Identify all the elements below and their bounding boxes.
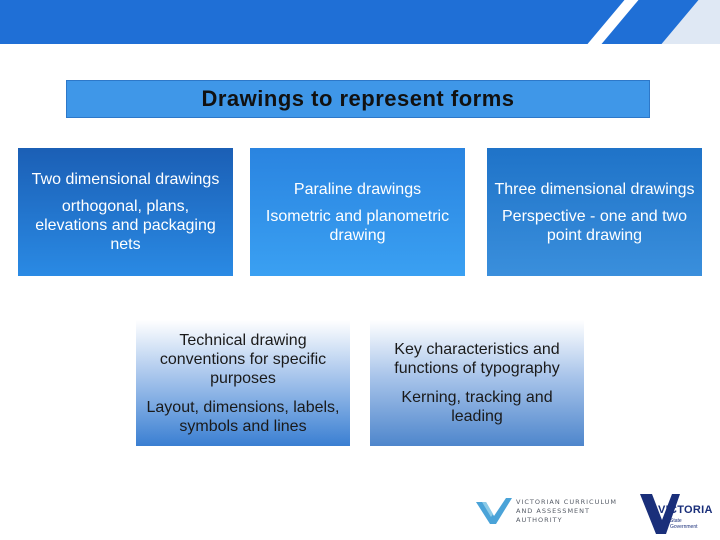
card-paraline	[250, 148, 465, 276]
header-corner-decoration	[658, 0, 720, 44]
vcaa-text-line2: AND ASSESSMENT AUTHORITY	[516, 506, 590, 524]
victoria-government-text: Government	[670, 524, 698, 530]
card-detail: Isometric and planometric drawing	[265, 207, 450, 244]
card-heading: Key characteristics and functions of typography	[394, 341, 560, 377]
card-heading: Technical drawing conventions for specific purposes	[159, 331, 327, 387]
vcaa-check-icon	[476, 498, 512, 524]
card-two-dimensional	[18, 148, 233, 276]
card-technical-drawing	[136, 320, 350, 446]
victoria-government-logo	[640, 494, 713, 534]
victoria-state-text: State	[670, 518, 682, 524]
card-heading: Two dimensional drawings	[31, 171, 220, 188]
card-heading: Three dimensional drawings	[494, 180, 695, 198]
card-detail: Kerning, tracking and leading	[401, 389, 553, 425]
card-detail: orthogonal, plans, elevations and packaging nets	[35, 198, 216, 253]
card-heading: Paraline drawings	[293, 180, 422, 198]
header-bar	[0, 0, 720, 44]
vcaa-logo	[476, 496, 626, 526]
card-typography	[370, 320, 584, 446]
card-detail: Layout, dimensions, labels, symbols and lines	[146, 398, 340, 435]
slide-title-box	[66, 80, 650, 118]
vcaa-text-line1: VICTORIAN CURRICULUM	[516, 497, 618, 506]
card-detail: Perspective - one and two point drawing	[502, 207, 687, 244]
slide-title: Drawings to represent forms	[201, 86, 515, 111]
victoria-wordmark: VICTORIA	[658, 504, 713, 516]
card-three-dimensional	[487, 148, 702, 276]
header-stripe-decoration	[584, 0, 642, 44]
